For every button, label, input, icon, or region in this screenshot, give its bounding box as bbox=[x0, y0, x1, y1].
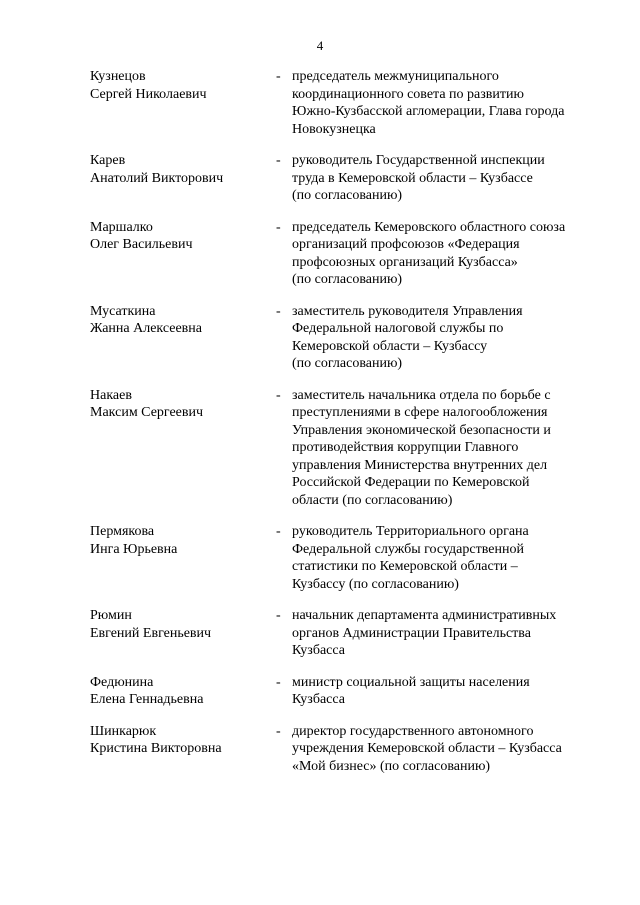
member-position-line: организаций профсоюзов «Федерация bbox=[292, 237, 520, 252]
member-name bbox=[90, 387, 270, 422]
members-list bbox=[0, 68, 640, 789]
member-position-line: области (по согласованию) bbox=[292, 492, 453, 508]
member-dash: - bbox=[276, 219, 281, 235]
member-dash: - bbox=[276, 387, 281, 403]
member-position-line: противодействия коррупции Главного bbox=[292, 440, 519, 455]
member-name bbox=[90, 723, 270, 758]
member-position-line: Кузбасса bbox=[292, 692, 345, 707]
member-position-line: директор государственного автономного bbox=[292, 723, 534, 739]
member-position-line: Российской Федерации по Кемеровской bbox=[292, 475, 530, 490]
member-position-line: труда в Кемеровской области – Кузбассе bbox=[292, 170, 533, 186]
member-entry bbox=[0, 219, 640, 289]
member-surname: Маршалко bbox=[90, 219, 153, 235]
member-position-line: органов Администрации Правительства bbox=[292, 625, 531, 641]
member-position-line: координационного совета по развитию bbox=[292, 86, 524, 102]
member-given-names: Анатолий Викторович bbox=[90, 170, 224, 186]
member-name bbox=[90, 219, 270, 254]
member-dash: - bbox=[276, 608, 281, 623]
member-position-line: преступлениями в сфере налогообложения bbox=[292, 405, 548, 420]
member-position bbox=[292, 523, 598, 593]
member-name bbox=[90, 68, 270, 103]
member-name bbox=[90, 303, 270, 338]
member-given-names: Инга Юрьевна bbox=[90, 541, 178, 557]
member-surname: Накаев bbox=[90, 387, 132, 403]
member-position-line: председатель межмуниципального bbox=[292, 69, 499, 84]
member-position bbox=[292, 607, 598, 660]
member-position-line: Новокузнецка bbox=[292, 121, 376, 137]
member-position bbox=[292, 303, 598, 373]
member-position-line: учреждения Кемеровской области – Кузбасса bbox=[292, 741, 562, 756]
member-given-names: Елена Геннадьевна bbox=[90, 692, 204, 707]
member-position-line: статистики по Кемеровской области – bbox=[292, 559, 518, 574]
member-position-line: Федеральной налоговой службы по bbox=[292, 321, 504, 336]
member-dash: - bbox=[276, 524, 281, 539]
member-dash: - bbox=[276, 153, 281, 168]
member-dash: - bbox=[276, 303, 281, 319]
member-entry bbox=[0, 152, 640, 205]
member-name bbox=[90, 674, 270, 709]
member-surname: Мусаткина bbox=[90, 303, 156, 319]
member-position bbox=[292, 674, 598, 709]
member-surname: Федюнина bbox=[90, 674, 154, 690]
member-entry bbox=[0, 303, 640, 373]
member-position bbox=[292, 152, 598, 205]
member-position-line: профсоюзных организаций Кузбасса» bbox=[292, 254, 518, 270]
member-given-names: Жанна Алексеевна bbox=[90, 321, 202, 336]
member-entry bbox=[0, 607, 640, 660]
member-surname: Рюмин bbox=[90, 608, 132, 623]
member-position-line: «Мой бизнес» (по согласованию) bbox=[292, 758, 491, 774]
member-position-line: Южно-Кузбасской агломерации, Глава города bbox=[292, 104, 565, 119]
member-given-names: Кристина Викторовна bbox=[90, 741, 222, 756]
member-surname: Шинкарюк bbox=[90, 723, 157, 739]
member-position-line: Кузбасса bbox=[292, 643, 345, 658]
member-position bbox=[292, 219, 598, 289]
member-position-line: руководитель Территориального органа bbox=[292, 524, 529, 539]
member-position-line: Федеральной службы государственной bbox=[292, 541, 524, 557]
member-given-names: Олег Васильевич bbox=[90, 237, 193, 252]
member-position-line: (по согласованию) bbox=[292, 188, 403, 203]
member-position-line: заместитель руководителя Управления bbox=[292, 303, 523, 319]
member-entry bbox=[0, 387, 640, 510]
member-surname: Карев bbox=[90, 153, 126, 168]
member-given-names: Сергей Николаевич bbox=[90, 86, 207, 102]
member-surname: Кузнецов bbox=[90, 69, 146, 84]
member-entry bbox=[0, 523, 640, 593]
member-surname: Пермякова bbox=[90, 524, 155, 539]
member-dash: - bbox=[276, 723, 281, 739]
member-entry bbox=[0, 723, 640, 776]
member-name bbox=[90, 607, 270, 642]
member-position bbox=[292, 723, 598, 776]
member-position-line: (по согласованию) bbox=[292, 272, 403, 287]
member-entry bbox=[0, 674, 640, 709]
member-dash: - bbox=[276, 674, 281, 690]
member-position-line: председатель Кемеровского областного союза bbox=[292, 219, 566, 235]
member-position-line: управления Министерства внутренних дел bbox=[292, 457, 548, 473]
member-given-names: Евгений Евгеньевич bbox=[90, 625, 212, 641]
member-position-line: заместитель начальника отдела по борьбе с bbox=[292, 387, 551, 403]
member-entry bbox=[0, 68, 640, 138]
member-position-line: Кузбассу (по согласованию) bbox=[292, 576, 459, 592]
member-position-line: руководитель Государственной инспекции bbox=[292, 153, 545, 168]
member-name bbox=[90, 152, 270, 187]
member-position bbox=[292, 387, 598, 510]
member-position-line: (по согласованию) bbox=[292, 356, 403, 371]
member-position-line: Управления экономической безопасности и bbox=[292, 422, 551, 438]
page-number: 4 bbox=[316, 38, 324, 53]
member-position-line: Кемеровской области – Кузбассу bbox=[292, 338, 488, 354]
member-position-line: начальник департамента административных bbox=[292, 608, 557, 623]
member-position-line: министр социальной защиты населения bbox=[292, 674, 530, 690]
member-dash: - bbox=[276, 69, 281, 84]
member-given-names: Максим Сергеевич bbox=[90, 405, 204, 420]
member-position bbox=[292, 68, 598, 138]
member-name bbox=[90, 523, 270, 558]
